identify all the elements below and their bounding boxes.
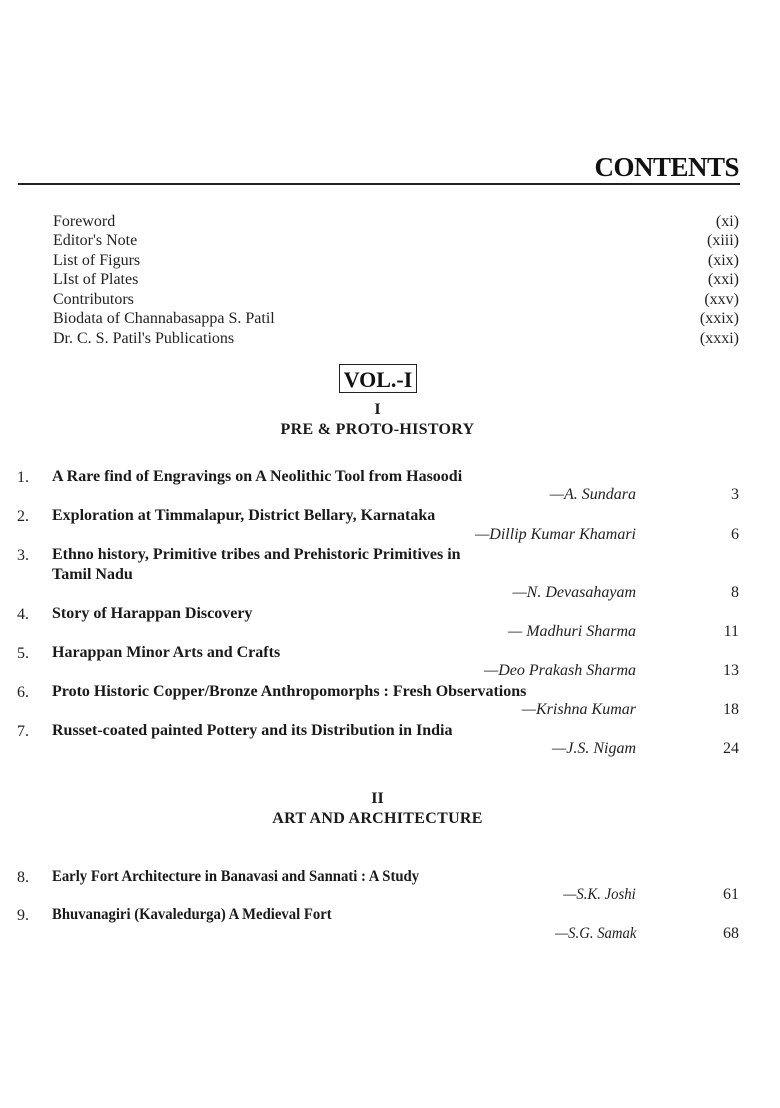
article-number: 7. (17, 723, 29, 740)
article-title: Harappan Minor Arts and Crafts (52, 644, 281, 661)
article-page: 8 (731, 584, 739, 601)
front-matter-page: (xi) (715, 213, 739, 230)
article-title: Story of Harappan Discovery (52, 605, 253, 622)
article-number: 1. (17, 469, 29, 486)
article-title-continued: Tamil Nadu (52, 566, 133, 583)
front-matter-label: Contributors (53, 291, 134, 308)
front-matter-label: Editor's Note (53, 232, 138, 249)
section-title: PRE & PROTO-HISTORY (280, 421, 475, 438)
article-author: —Krishna Kumar (521, 701, 636, 718)
article-title: Russet-coated painted Pottery and its Distribution in India (52, 722, 453, 739)
article-title: Exploration at Timmalapur, District Bellary, Karnataka (52, 507, 436, 524)
article-page: 18 (723, 701, 739, 718)
article-number: 2. (17, 508, 29, 525)
title-rule (18, 183, 740, 185)
section-number: I (374, 401, 381, 418)
article-author: —S.K. Joshi (563, 886, 636, 903)
front-matter-page: (xiii) (707, 232, 739, 249)
front-matter-label: List of Figurs (53, 252, 141, 269)
article-number: 5. (17, 645, 29, 662)
front-matter-page: (xix) (707, 252, 739, 269)
article-page: 3 (731, 486, 739, 503)
article-page: 24 (723, 740, 739, 757)
front-matter-page: (xxv) (704, 291, 739, 308)
article-title: Proto Historic Copper/Bronze Anthropomorphs : Fresh Observations (52, 683, 527, 700)
front-matter-label: Biodata of Channabasappa S. Patil (53, 310, 275, 327)
volume-label: VOL.-I (339, 364, 417, 393)
section-number: II (371, 790, 384, 807)
article-page: 61 (723, 886, 739, 903)
article-title: Early Fort Architecture in Banavasi and Sannati : A Study (52, 868, 420, 885)
front-matter-label: Dr. C. S. Patil's Publications (53, 330, 235, 347)
article-page: 11 (723, 623, 739, 640)
article-page: 13 (723, 662, 739, 679)
article-author: —S.G. Samak (554, 925, 636, 942)
article-page: 6 (731, 526, 739, 543)
article-author: —Deo Prakash Sharma (484, 662, 636, 679)
article-author: —A. Sundara (549, 486, 636, 503)
page-title: CONTENTS (594, 152, 739, 182)
front-matter-page: (xxi) (707, 271, 739, 288)
article-title: Bhuvanagiri (Kavaledurga) A Medieval Fort (52, 906, 332, 923)
article-title: Ethno history, Primitive tribes and Prehistoric Primitives in (52, 546, 461, 563)
front-matter-label: Foreword (53, 213, 116, 230)
article-page: 68 (723, 925, 739, 942)
front-matter-label: LIst of Plates (53, 271, 139, 288)
article-number: 6. (17, 684, 29, 701)
front-matter-page: (xxxi) (699, 330, 739, 347)
article-number: 8. (17, 869, 29, 886)
front-matter-page: (xxix) (699, 310, 739, 327)
article-author: —N. Devasahayam (512, 584, 636, 601)
section-title: ART AND ARCHITECTURE (272, 810, 483, 827)
article-number: 9. (17, 907, 29, 924)
article-author: — Madhuri Sharma (507, 623, 636, 640)
article-author: —Dillip Kumar Khamari (475, 526, 636, 543)
article-number: 3. (17, 547, 29, 564)
article-title: A Rare find of Engravings on A Neolithic Tool from Hasoodi (52, 468, 463, 485)
article-number: 4. (17, 606, 29, 623)
article-author: —J.S. Nigam (552, 740, 636, 757)
